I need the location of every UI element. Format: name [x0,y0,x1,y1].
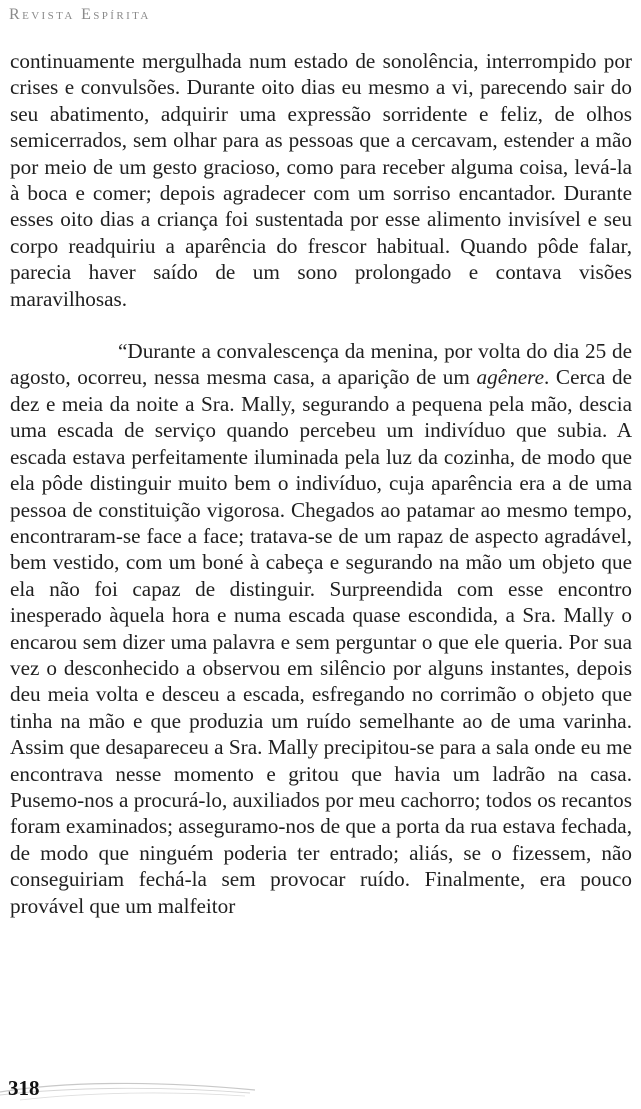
paragraph-2-rest: . Cerca de dez e meia da noite a Sra. Mally, segurando a pequena pela mão, descia uma escada de serviço quando percebeu um indivíduo que subia. A escada estava perfeitamente iluminada pela luz da cozinha, de modo que ela pôde distinguir muito bem o indivíduo, cuja aparência era a de uma pessoa de constituição vigorosa. Chegados ao patamar ao mesmo tempo, encontraram-se face a face; tratava-se de um rapaz de aspecto agradável, bem vestido, com um boné à cabeça e segurando na mão um objeto que ela não foi capaz de distinguir. Surpreendida com esse encontro inesperado àquela hora e numa escada quase escondida, a Sra. Mally o encarou sem dizer uma palavra e sem perguntar o que ele queria. Por sua vez o desconhecido a observou em silêncio por alguns instantes, depois deu meia volta e desceu a escada, esfregando no corrimão o objeto que tinha na mão e que produzia um ruído semelhante ao de uma varinha. Assim que desapareceu a Sra. Mally precipitou-se para a sala onde eu me encontrava nesse momento e gritou que havia um ladrão na casa. Pusemo-nos a procurá-lo, auxiliados por meu cachorro; todos os recantos foram examinados; asseguramo-nos de que a porta da rua estava fechada, de modo que ninguém poderia ter entrado; aliás, se o fizessem, não conseguiriam fechá-la sem provocar ruído. Finalmente, era pouco provável que um malfeitor [10,365,632,918]
paragraph-2 [10,338,632,919]
page-number: 318 [8,1076,40,1100]
paragraph-2-start: “Durante a convalescença da menina, por volta do dia 25 de agosto, ocorreu, nessa mesma casa, a aparição de um [10,339,632,390]
body-text [10,48,632,919]
italic-term: agênere [476,365,544,390]
paragraph-1: continuamente mergulhada num estado de sonolência, interrompido por crises e convulsões. Durante oito dias eu mesmo a vi, parecendo sair do seu abatimento, adquirir uma expressão sorridente e feliz, de olhos semicerrados, sem olhar para as pessoas que a cercavam, estender a mão por meio de um gesto gracioso, como para receber alguma coisa, levá-la à boca e comer; depois agradecer com um sorriso encantador. Durante esses oito dias a criança foi sustentada por esse alimento invisível e seu corpo readquiriu a aparência do frescor habitual. Quando pôde falar, parecia haver saído de um sono prolongado e contava visões maravilhosas. [10,49,632,311]
running-head: Revista Espírita [9,6,151,23]
